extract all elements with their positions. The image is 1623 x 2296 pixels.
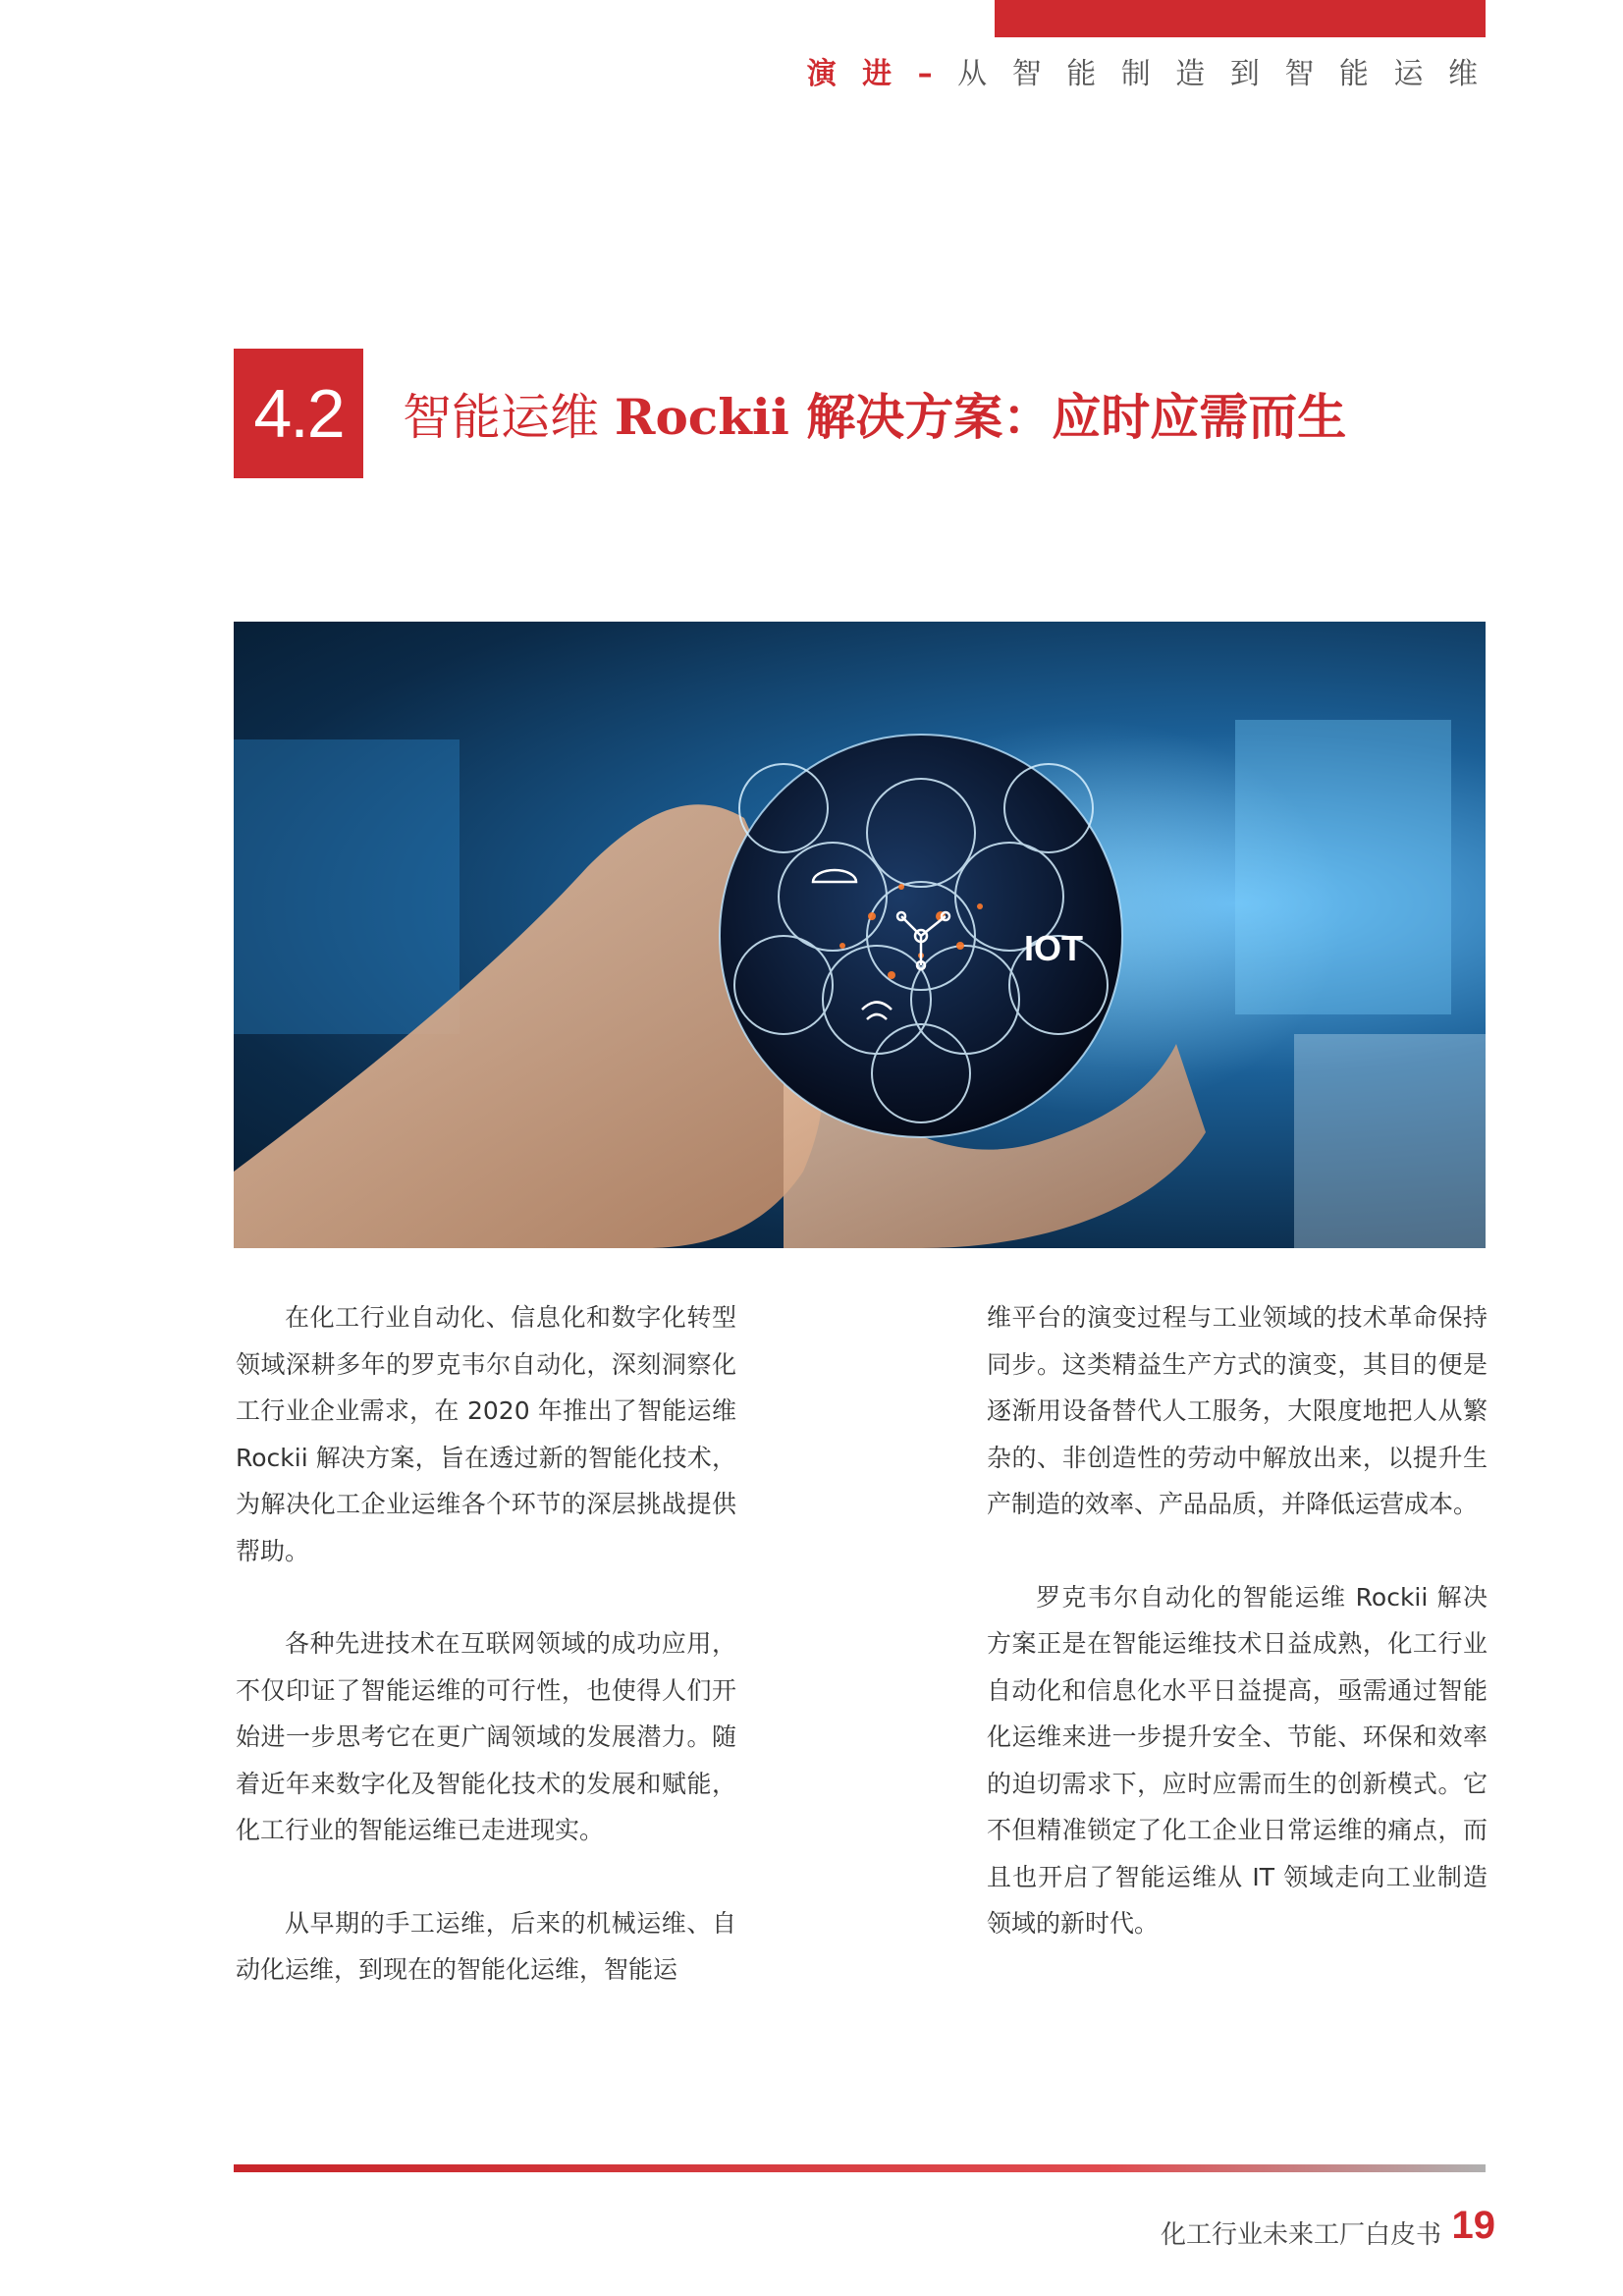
paragraph: 罗克韦尔自动化的智能运维 Rockii 解决方案正是在智能运维技术日益成熟，化工行业自动化和信息化水平日益提高，亟需通过智能化运维来进一步提升安全、节能、环保和效率的迫切需求下，应时应需而生的创新模式。它不但精准锁定了化工企业日常运维的痛点，而且也开启了智能运维从 IT 领域走向工业制造领域的新时代。 <box>987 1582 1488 1938</box>
section-number-badge: 4.2 <box>234 349 363 478</box>
right-column <box>987 1294 1488 1994</box>
running-header <box>807 49 1486 92</box>
section-title-part1: 智能运维 <box>403 389 615 446</box>
paragraph: 在化工行业自动化、信息化和数字化转型领域深耕多年的罗克韦尔自动化，深刻洞察化工行业企业需求，在 2020 年推出了智能运维 Rockii 解决方案，旨在透过新的智能化技术，为解决化工企业运维各个环节的深层挑战提供帮助。 <box>236 1303 736 1565</box>
section-title <box>403 378 1346 449</box>
left-column <box>236 1294 736 2040</box>
footer-publication-title: 化工行业未来工厂白皮书 <box>1160 2220 1441 2250</box>
iot-icon: IOT <box>1024 928 1083 968</box>
section-title-part2: Rockii 解决方案：应时应需而生 <box>614 388 1347 446</box>
paragraph: 维平台的演变过程与工业领域的技术革命保持同步。这类精益生产方式的演变，其目的便是逐渐用设备替代人工服务，大限度地把人从繁杂的、非创造性的劳动中解放出来，以提升生产制造的效率、产品品质，并降低运营成本。 <box>987 1303 1488 1518</box>
paragraph: 从早期的手工运维，后来的机械运维、自动化运维，到现在的智能化运维，智能运 <box>236 1908 736 1984</box>
footer-rule <box>234 2164 1486 2172</box>
paragraph: 各种先进技术在互联网领域的成功应用，不仅印证了智能运维的可行性，也使得人们开始进一步思考它在更广阔领域的发展潜力。随着近年来数字化及智能化技术的发展和赋能，化工行业的智能运维已走进现实。 <box>236 1629 736 1844</box>
iot-globe-illustration <box>234 622 1486 1248</box>
header-accent-bar <box>995 0 1486 37</box>
page-number: 19 <box>1451 2204 1495 2247</box>
running-header-accent: 演 进 – <box>806 57 941 91</box>
hero-image <box>234 622 1486 1248</box>
running-header-text: 从 智 能 制 造 到 智 能 运 维 <box>940 57 1486 91</box>
